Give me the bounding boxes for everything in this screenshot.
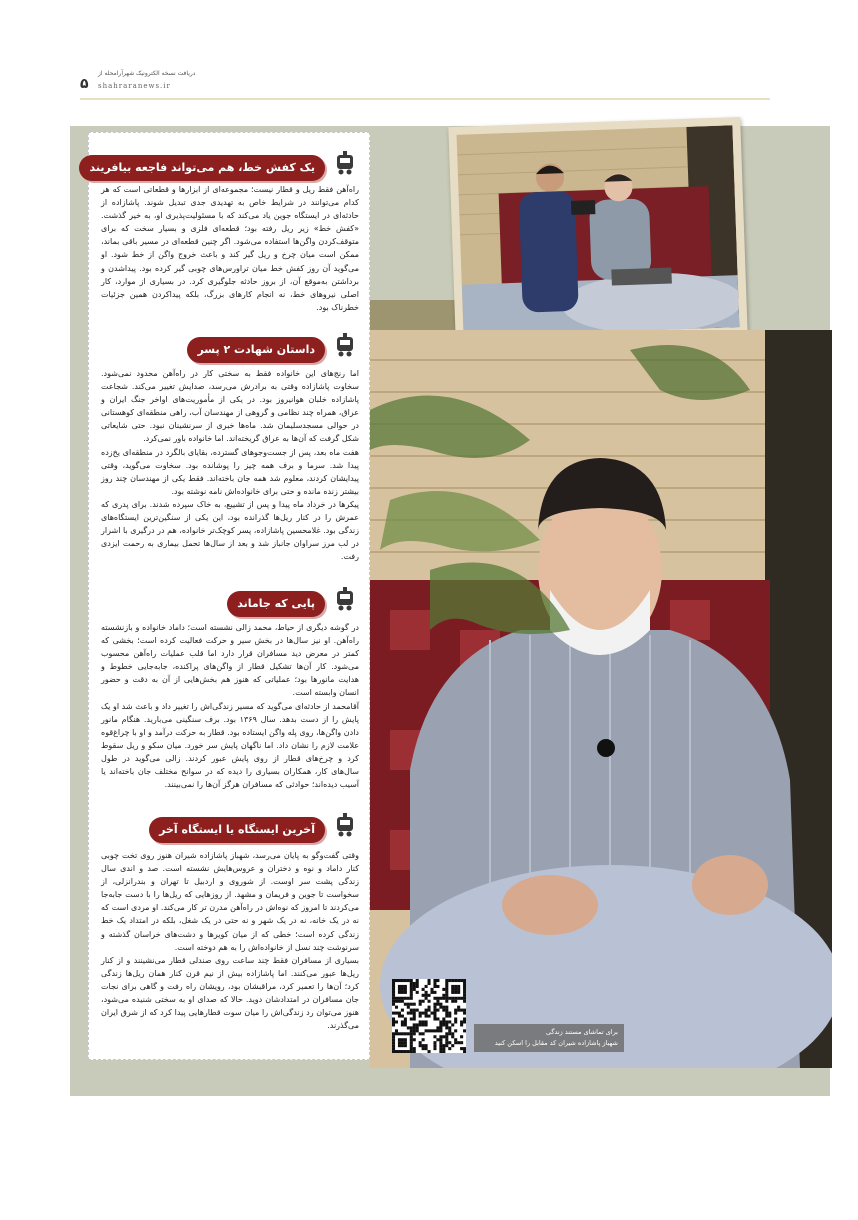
section-heading-2: داستان شهادت ۲ پسر: [187, 337, 325, 363]
selfie-photo-illustration: [457, 125, 740, 337]
section-body-1: [101, 183, 359, 314]
paragraph: راه‌آهن فقط ریل و قطار نیست؛ مجموعه‌ای از ابزارها و قطعاتی است که هر کدام می‌توانند در شرایط خاص به تهدیدی جدی تبدیل شوند. پاشازاده از حادثه‌ای در ایستگاه جوین یاد می‌کند که با مسئولیت‌پذیری او، به خیر گذشت. «کفش خط» زیر ریل رفته بود؛ قطعه‌ای فلزی و بسیار سخت که برای متوقف‌کردن واگن‌ها استفاده می‌شود. اگر چنین قطعه‌ای در مسیر باقی بماند، ممکن است میان چرخ و ریل گیر کند و باعث خروج واگن از خط شود. او می‌گوید آن روز کفش خط میان تراورس‌های چوبی گیر کرده بود. پیداشدن و برداشتن به‌موقع آن، از بروز حادثه جلوگیری کرد. در بسیاری از موارد، کار اصلی نیروهای خط، نه انجام کارهای بزرگ، بلکه پیداکردن همین جزئیات خطرناک بود.: [101, 185, 359, 312]
section-heading-1: یک کفش خط، هم می‌تواند فاجعه بیافریند: [79, 155, 325, 181]
selfie-photo: [448, 117, 747, 345]
paragraph: پیکرها در خرداد ماه پیدا و پس از تشییع، به خاک سپرده شدند. برای پدری که عمرش را در کنار ریل‌ها گذرانده بود، این یکی از سنگین‌ترین ایستگاه‌های زندگی بود. غلامحسین پاشازاده، پسر کوچک‌تر خانواده، هم در درگیری با اشرار در لب مرز سراوان جانباز شد و بعد از سال‌ها تحمل بیماری به رحمت ایزدی رفت.: [101, 499, 359, 562]
paragraph: بسیاری از مسافران فقط چند ساعت روی صندلی قطار می‌نشینند و از کنار ریل‌ها عبور می‌کنند. اما پاشازاده بیش از نیم قرن کنار همان ریل‌ها زندگی کرد؛ آن‌ها را تعمیر کرد، مراقبشان بود، رویشان راه رفت و گاهی برای نجات جان مسافران در امتدادشان دوید. حالا که صدای او به سختی شنیده می‌شود، هنوز می‌توان رد زندگی‌اش را میان سوت قطارهایی پیدا کرد که از شرق ایران می‌گذرند.: [101, 955, 359, 1031]
header-site[interactable]: shahraranews.ir: [98, 82, 171, 90]
paragraph: هفت ماه بعد، پس از جست‌وجوهای گسترده، بقایای بالگرد در منطقه‌ای یخ‌زده پیدا شد. سرما و برف همه چیز را پوشانده بود. سخاوت می‌گوید، وقتی پیدایشان کردند، معلوم شد همه جان باخته‌اند. فقط یکی از مهندسان چند روز بیشتر زنده مانده و حتی برای خانواده‌اش نامه نوشته بود.: [101, 447, 359, 496]
section-body-3: [101, 621, 359, 791]
qr-code-graphic[interactable]: [392, 979, 466, 1053]
page-number: ۵: [80, 76, 89, 92]
photo-caption-line2: شهباز پاشازاده شیران کد مقابل را اسکن کنید: [494, 1039, 618, 1047]
train-icon: [333, 333, 357, 359]
header-top-line: دریافت نسخه الکترونیک شهرآرامحله از: [98, 70, 196, 77]
main-portrait-photo: [370, 330, 832, 1068]
train-icon: [333, 587, 357, 613]
section-body-4: [101, 849, 359, 1032]
section-body-2: [101, 367, 359, 563]
paragraph: آقامحمد از حادثه‌ای می‌گوید که مسیر زندگی‌اش را تغییر داد و باعث شد او یک پایش را از دست بدهد. سال ۱۳۶۹ بود. برف سنگینی می‌بارید. هنگام مانور دادن واگن‌ها، روی پله واگن ایستاده بود. قطار به حرکت درآمد و او با چراغ‌قوه علامت لازم را نشان داد. اما ناگهان پایش سر خورد. میان سکو و ریل سقوط کرد و چرخ‌های قطار از روی پایش عبور کردند. زالی می‌گوید در طول سال‌های کار، همکاران بسیاری را دیده که در سوانح مختلف جان باخته‌اند یا آسیب دیده‌اند؛ حوادثی که مسافران هرگز آن‌ها را نمی‌بینند.: [101, 701, 359, 790]
paragraph: در گوشه دیگری از حیاط، محمد زالی نشسته است؛ داماد خانواده و بازنشسته راه‌آهن. او نیز سال‌ها در بخش سیر و حرکت فعالیت کرده است؛ بخشی که کمتر در معرض دید مسافران قرار دارد اما قلب عملیات راه‌آهن محسوب می‌شود. کار آن‌ها تشکیل قطار از واگن‌های پراکنده، جابه‌جایی خطوط و هدایت مانورها بود؛ عملیاتی که هنوز هم بخش‌هایی از آن به دقت و حضور انسان وابسته است.: [101, 623, 359, 698]
section-heading-4: آخرین ایستگاه یا ایستگاه آخر: [149, 817, 325, 843]
photo-caption: [474, 1024, 624, 1052]
header-divider: [80, 98, 770, 100]
selfie-photo-image: [457, 125, 740, 337]
section-heading-3: پایی که جاماند: [227, 591, 325, 617]
paragraph: اما رنج‌های این خانواده فقط به سختی کار در راه‌آهن محدود نمی‌شود. سخاوت پاشازاده وقتی به برادرش می‌رسد، صدایش تغییر می‌کند. شجاعت پاشازاده خلبان هوانیروز بود. در یکی از مأموریت‌های اواخر جنگ ایران و عراق، همراه چند نظامی و گروهی از مهندسان آب، راهی منطقه‌ای کوهستانی در حوالی مسجدسلیمان شد. ماه‌ها خبری از سرنشینان نبود. حتی شایعاتی شکل گرفت که آن‌ها به عراق گریخته‌اند. اما خانواده باور نمی‌کرد.: [101, 369, 359, 444]
train-icon: [333, 151, 357, 177]
article-column: [88, 132, 370, 1060]
main-portrait-illustration: [370, 330, 832, 1068]
page-header: [80, 68, 770, 104]
qr-code[interactable]: [392, 979, 466, 1053]
photo-caption-line1: برای تماشای مستند زندگی: [545, 1028, 618, 1036]
train-icon: [333, 813, 357, 839]
paragraph: وقتی گفت‌وگو به پایان می‌رسد، شهباز پاشازاده شیران هنوز روی تخت چوبی کنار داماد و نوه و دختران و عروس‌هایش نشسته است. صد و اندی سال زندگی پشت سر اوست. از شوروی و اردبیل تا تهران و بندرانزلی، از سخواست تا جوین و فریمان و مشهد. از روزهایی که ریل‌ها را با دست جابه‌جا می‌کردند تا امروز که نوه‌اش در راه‌آهن مدرن تر کار می‌کند. او مردی است که نه در یک خانه، نه در یک شهر و نه حتی در یک شغل، بلکه در امتداد یک خط زندگی کرده است؛ خطی که از میان کویرها و دشت‌های خراسان گذشته و سرنوشت چند نسل از خانواده‌اش را به هم دوخته است.: [101, 851, 359, 952]
